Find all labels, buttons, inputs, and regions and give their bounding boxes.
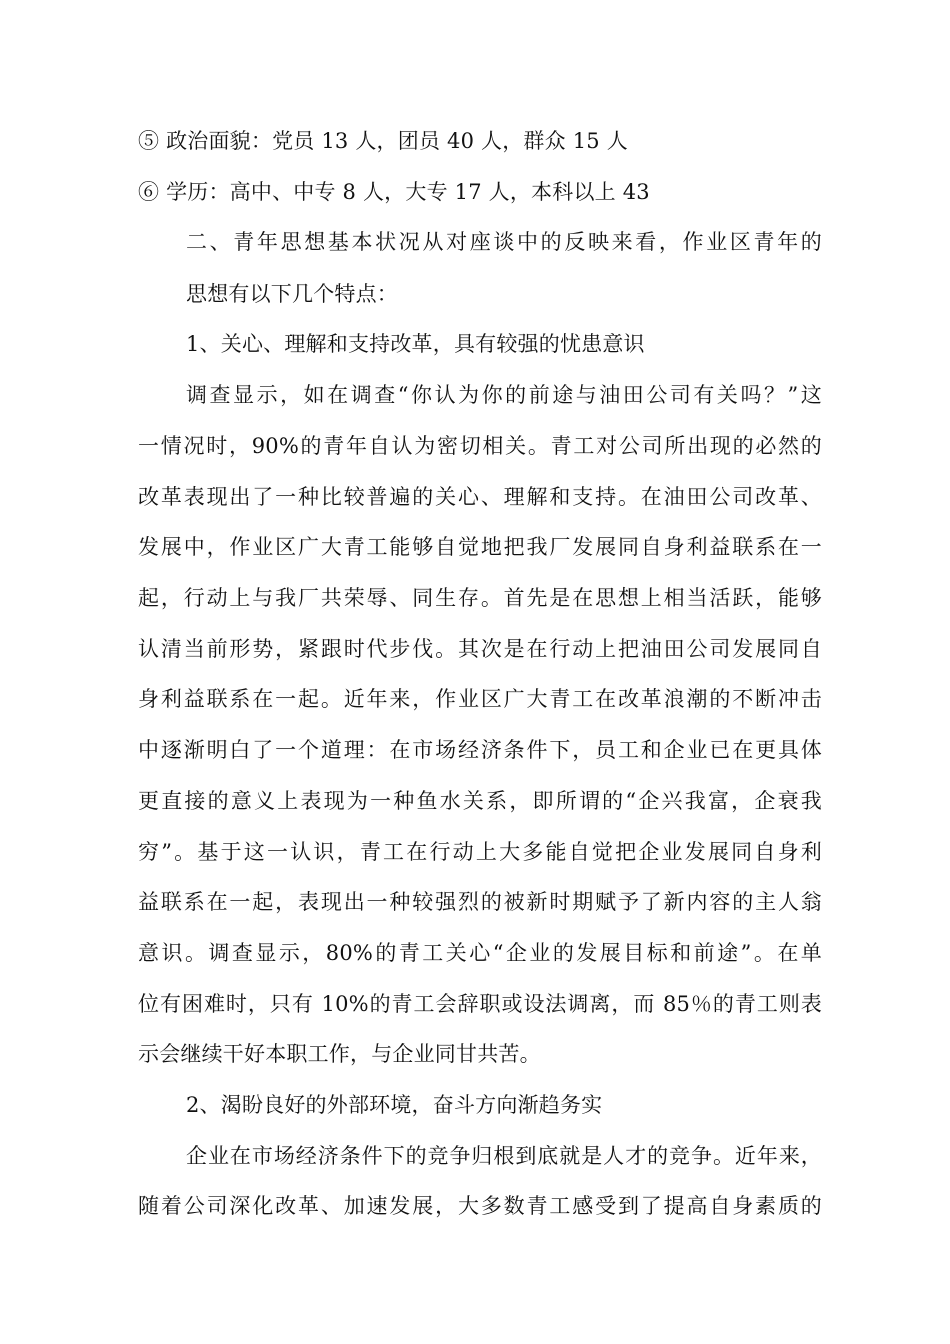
paragraph-1-line: 发展中，作业区广大青工能够自觉地把我厂发展同自身利益联系在一 bbox=[138, 535, 822, 559]
paragraph-1-line: 认清当前形势，紧跟时代步伐。其次是在行动上把油田公司发展同自 bbox=[138, 637, 822, 661]
subheading-2: 2、渴盼良好的外部环境，奋斗方向渐趋务实 bbox=[186, 1093, 603, 1117]
paragraph-1-line: 改革表现出了一种比较普遍的关心、理解和支持。在油田公司改革、 bbox=[138, 485, 822, 509]
paragraph-2-line: 企业在市场经济条件下的竞争归根到底就是人才的竞争。近年来， bbox=[186, 1144, 822, 1168]
paragraph-1-line: 意识。调查显示，80%的青工关心“企业的发展目标和前途”。在单 bbox=[138, 941, 822, 965]
section-heading-2-cont: 思想有以下几个特点： bbox=[186, 282, 398, 306]
paragraph-1-line: 一情况时，90%的青年自认为密切相关。青工对公司所出现的必然的 bbox=[138, 434, 822, 458]
subheading-1: 1、关心、理解和支持改革，具有较强的忧患意识 bbox=[186, 332, 645, 356]
paragraph-1-line: 位有困难时，只有 10%的青工会辞职或设法调离，而 85％的青工则表 bbox=[138, 992, 822, 1016]
paragraph-1-line: 身利益联系在一起。近年来，作业区广大青工在改革浪潮的不断冲击 bbox=[138, 687, 822, 711]
paragraph-1-line: 示会继续干好本职工作，与企业同甘共苦。 bbox=[138, 1042, 541, 1066]
paragraph-1-line: 穷”。基于这一认识，青工在行动上大多能自觉把企业发展同自身利 bbox=[138, 840, 822, 864]
item-political-status: ⑤ 政治面貌：党员 13 人，团员 40 人，群众 15 人 bbox=[138, 129, 628, 153]
paragraph-1-line: 益联系在一起，表现出一种较强烈的被新时期赋予了新内容的主人翁 bbox=[138, 890, 822, 914]
paragraph-1-line: 调查显示，如在调查“你认为你的前途与油田公司有关吗？”这 bbox=[186, 383, 822, 407]
item-education: ⑥ 学历：高中、中专 8 人，大专 17 人，本科以上 43 bbox=[138, 180, 650, 204]
paragraph-1-line: 更直接的意义上表现为一种鱼水关系，即所谓的“企兴我富，企衰我 bbox=[138, 789, 822, 813]
section-heading-2: 二、青年思想基本状况从对座谈中的反映来看，作业区青年的 bbox=[186, 230, 822, 254]
paragraph-1-line: 起，行动上与我厂共荣辱、同生存。首先是在思想上相当活跃，能够 bbox=[138, 586, 822, 610]
paragraph-1-line: 中逐渐明白了一个道理：在市场经济条件下，员工和企业已在更具体 bbox=[138, 738, 822, 762]
paragraph-2-line: 随着公司深化改革、加速发展，大多数青工感受到了提高自身素质的 bbox=[138, 1194, 822, 1218]
